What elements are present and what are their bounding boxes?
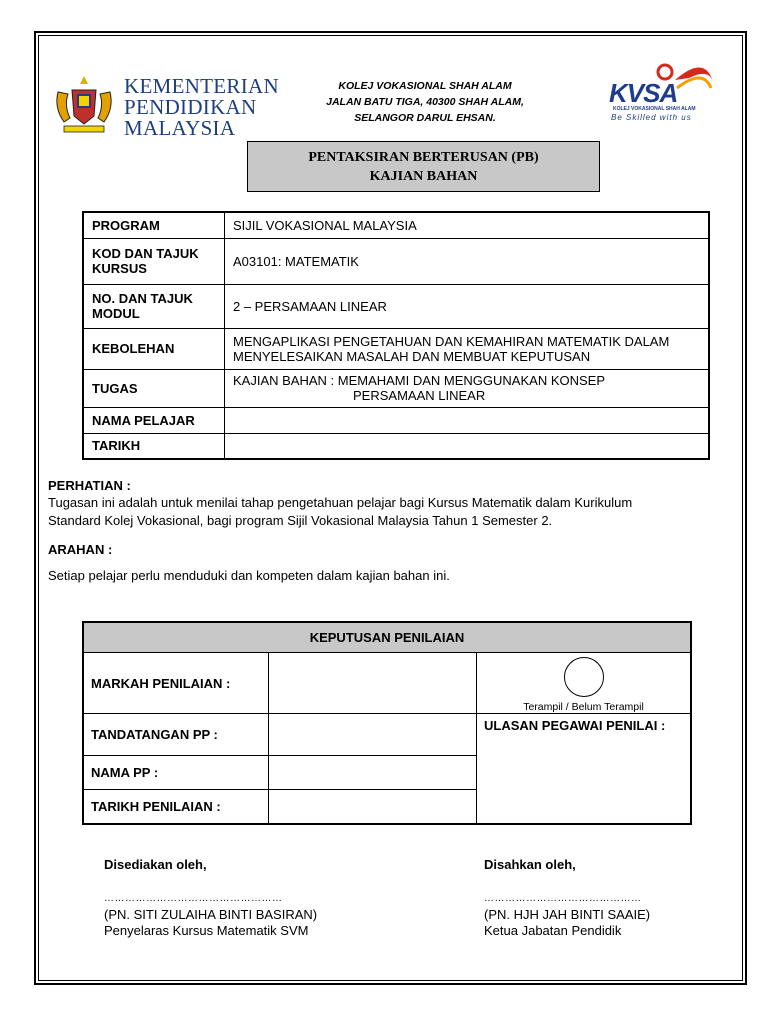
info-row-modul xyxy=(83,284,709,328)
status-circle[interactable] xyxy=(564,657,604,697)
approved-signature-line: ……………………………………… xyxy=(484,893,642,904)
info-label: NO. DAN TAJUK MODUL xyxy=(83,284,225,328)
arahan-heading: ARAHAN : xyxy=(48,542,113,557)
document-title: PENTAKSIRAN BERTERUSAN (PB) xyxy=(308,150,539,165)
approved-by-block xyxy=(484,857,650,939)
info-value: MENGAPLIKASI PENGETAHUAN DAN KEMAHIRAN MATEMATIK DALAM MENYELESAIKAN MASALAH DAN MEMBUAT KEPUTUSAN xyxy=(225,328,710,369)
approved-heading: Disahkan oleh, xyxy=(484,857,576,872)
nama-pp-field[interactable] xyxy=(269,756,477,790)
status-caption: Terampil / Belum Terampil xyxy=(523,700,644,713)
document-subtitle: KAJIAN BAHAN xyxy=(369,169,478,184)
info-label: TARIKH xyxy=(83,433,225,459)
assessment-row-markah xyxy=(83,653,691,714)
approved-role: Ketua Jabatan Pendidik xyxy=(484,923,622,938)
markah-field[interactable] xyxy=(269,653,477,714)
tugas-line-1: KAJIAN BAHAN : MEMAHAMI DAN MENGGUNAKAN KONSEP xyxy=(233,373,606,388)
ministry-line-2: PENDIDIKAN xyxy=(124,95,257,119)
tandatangan-field[interactable] xyxy=(269,714,477,756)
coat-of-arms-icon xyxy=(50,72,118,140)
ministry-line-3: MALAYSIA xyxy=(124,116,236,140)
markah-label: MARKAH PENILAIAN : xyxy=(83,653,269,714)
tugas-line-2: PERSAMAAN LINEAR xyxy=(353,388,486,403)
assessment-header-row xyxy=(83,622,691,653)
tarikh-penilaian-field[interactable] xyxy=(269,790,477,824)
tandatangan-label: TANDATANGAN PP : xyxy=(83,714,269,756)
prepared-signature-line: …………………………………………… xyxy=(104,893,283,904)
kvsa-tagline: Be Skilled with us xyxy=(611,113,692,122)
college-address xyxy=(305,78,545,126)
college-line-2: JALAN BATU TIGA, 40300 SHAH ALAM, xyxy=(326,96,524,108)
ulasan-label: ULASAN PEGAWAI PENILAI : xyxy=(477,714,692,824)
perhatian-line-2: Standard Kolej Vokasional, bagi program Sijil Vokasional Malaysia Tahun 1 Semester 2. xyxy=(48,513,553,528)
status-cell xyxy=(477,653,692,714)
kvsa-logo xyxy=(605,58,720,128)
perhatian-line-1: Tugasan ini adalah untuk menilai tahap pengetahuan pelajar bagi Kursus Matematik dalam Kurikulum xyxy=(48,495,633,510)
kvsa-logo-subtitle: KOLEJ VOKASIONAL SHAH ALAM xyxy=(613,106,696,112)
info-value: 2 – PERSAMAAN LINEAR xyxy=(225,284,710,328)
info-label: KOD DAN TAJUK KURSUS xyxy=(83,238,225,284)
ministry-logo xyxy=(50,70,279,140)
nama-pp-label: NAMA PP : xyxy=(83,756,269,790)
document-title-box xyxy=(247,141,600,192)
assessment-table xyxy=(82,621,692,825)
arahan-text: Setiap pelajar perlu menduduki dan kompeten dalam kajian bahan ini. xyxy=(48,568,450,583)
prepared-by-block xyxy=(104,857,317,939)
assessment-heading: KEPUTUSAN PENILAIAN xyxy=(83,622,691,653)
info-label: NAMA PELAJAR xyxy=(83,407,225,433)
info-value: SIJIL VOKASIONAL MALAYSIA xyxy=(225,212,710,238)
info-label: PROGRAM xyxy=(83,212,225,238)
prepared-heading: Disediakan oleh, xyxy=(104,857,207,872)
tarikh-penilaian-label: TARIKH PENILAIAN : xyxy=(83,790,269,824)
approved-name: (PN. HJH JAH BINTI SAAIE) xyxy=(484,907,651,922)
info-label: TUGAS xyxy=(83,369,225,407)
kvsa-logo-text: KVSA xyxy=(609,78,678,108)
info-row-kursus xyxy=(83,238,709,284)
college-line-1: KOLEJ VOKASIONAL SHAH ALAM xyxy=(338,80,512,92)
info-value-tarikh[interactable] xyxy=(225,433,710,459)
info-value: A03101: MATEMATIK xyxy=(225,238,710,284)
info-row-kebolehan xyxy=(83,328,709,369)
perhatian-heading: PERHATIAN : xyxy=(48,478,131,493)
info-label: KEBOLEHAN xyxy=(83,328,225,369)
info-row-tarikh xyxy=(83,433,709,459)
college-line-3: SELANGOR DARUL EHSAN. xyxy=(354,112,496,124)
info-value xyxy=(225,369,710,407)
prepared-name: (PN. SITI ZULAIHA BINTI BASIRAN) xyxy=(104,907,318,922)
info-row-tugas xyxy=(83,369,709,407)
info-row-program xyxy=(83,212,709,238)
info-value-nama[interactable] xyxy=(225,407,710,433)
ministry-line-1: KEMENTERIAN xyxy=(124,74,279,98)
info-table xyxy=(82,211,710,460)
assessment-row-tandatangan xyxy=(83,714,691,756)
prepared-role: Penyelaras Kursus Matematik SVM xyxy=(104,923,309,938)
info-row-nama xyxy=(83,407,709,433)
